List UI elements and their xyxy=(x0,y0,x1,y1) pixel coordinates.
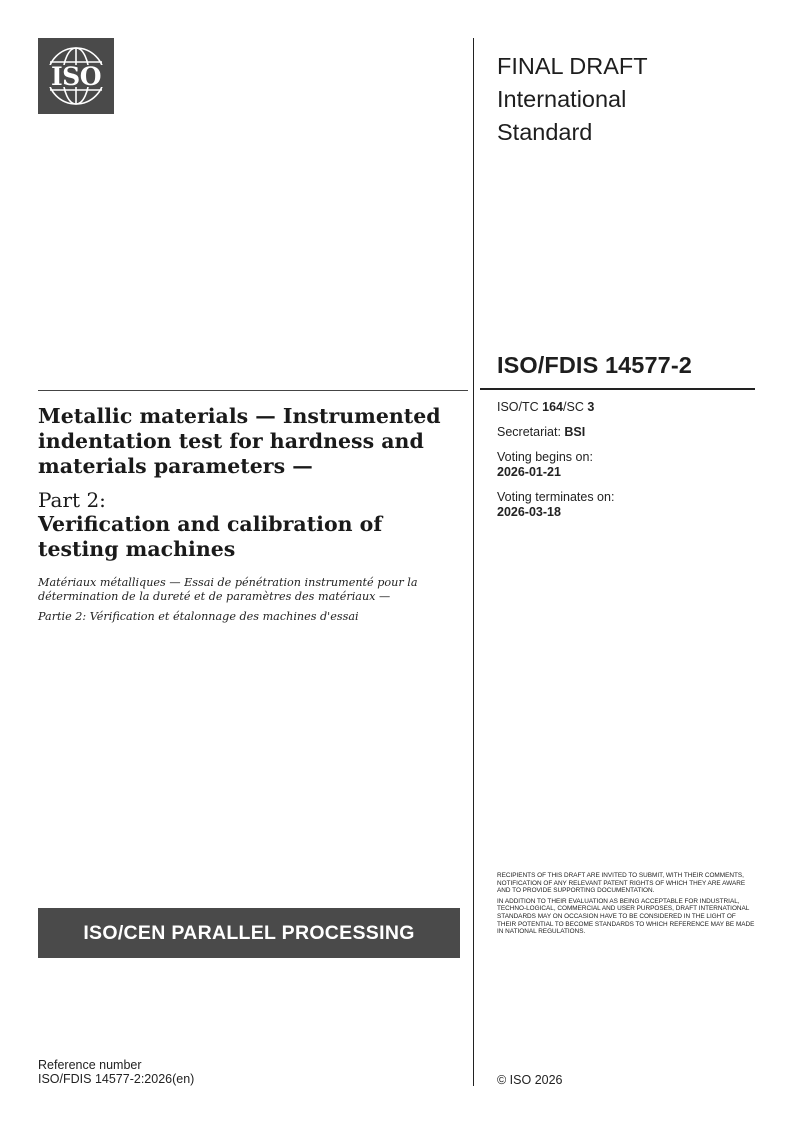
draft-status-heading xyxy=(497,50,747,149)
reference-label: Reference number xyxy=(38,1058,142,1072)
french-part-title: Partie 2: Vérification et étalonnage des machines d'essai xyxy=(38,610,359,623)
parallel-processing-banner: ISO/CEN PARALLEL PROCESSING xyxy=(38,908,460,958)
voting-begins xyxy=(497,450,747,480)
draft-title-line-3: Standard xyxy=(497,119,593,145)
draft-title-line-2: International xyxy=(497,86,627,112)
reference-number: ISO/FDIS 14577-2:2026(en) xyxy=(38,1071,195,1086)
voting-terminates xyxy=(497,490,747,520)
document-number: ISO/FDIS 14577-2 xyxy=(497,352,692,378)
voting-begins-label: Voting begins on: xyxy=(497,450,593,464)
svg-text:ISO: ISO xyxy=(50,62,102,91)
notice-paragraph-1: RECIPIENTS OF THIS DRAFT ARE INVITED TO SUBMIT, WITH THEIR COMMENTS, NOTIFICATION OF ANY RELEVANT PATENT RIGHTS OF WHICH THEY ARE AWARE AND TO PROVIDE SUPPORTING DOCUMENTATION. xyxy=(497,872,746,895)
part-label: Part 2: xyxy=(38,488,106,512)
voting-terminates-label: Voting terminates on: xyxy=(497,490,615,504)
committee: ISO/TC 164/SC 3 xyxy=(497,400,595,414)
french-title: Matériaux métalliques — Essai de pénétration instrumenté pour la détermination de la dureté et de paramètres des matériaux — xyxy=(38,576,418,603)
right-horizontal-rule xyxy=(480,388,755,390)
voting-begins-date: 2026-01-21 xyxy=(497,465,561,479)
draft-title-line-1: FINAL DRAFT xyxy=(497,53,648,79)
left-horizontal-rule xyxy=(38,390,468,391)
title-block xyxy=(38,404,448,624)
main-title: Metallic materials — Instrumented indentation test for hardness and materials parameters — xyxy=(38,404,441,478)
secretariat: Secretariat: BSI xyxy=(497,425,586,439)
voting-terminates-date: 2026-03-18 xyxy=(497,505,561,519)
vertical-divider xyxy=(473,38,474,1086)
secretariat-value: BSI xyxy=(564,425,586,439)
sc-number: 3 xyxy=(587,400,595,414)
copyright: © ISO 2026 xyxy=(497,1073,563,1087)
reference-block xyxy=(38,1059,194,1086)
notice-paragraph-2: IN ADDITION TO THEIR EVALUATION AS BEING ACCEPTABLE FOR INDUSTRIAL, TECHNO-LOGICAL, COMMERCIAL AND USER PURPOSES, DRAFT INTERNATIONAL STANDARDS MAY ON OCCASION HAVE TO BE CONSIDERED IN THE LIGHT OF THEIR POTENTIAL TO BECOME STANDARDS TO WHICH REFERENCE MAY BE MADE IN NATIONAL REGULATIONS. xyxy=(497,897,755,936)
tc-number: 164 xyxy=(542,400,564,414)
globe-icon xyxy=(38,38,114,114)
document-metadata xyxy=(497,400,747,530)
part-title: Verification and calibration of testing machines xyxy=(38,512,383,561)
recipients-notice xyxy=(497,872,755,939)
iso-logo xyxy=(38,38,114,114)
